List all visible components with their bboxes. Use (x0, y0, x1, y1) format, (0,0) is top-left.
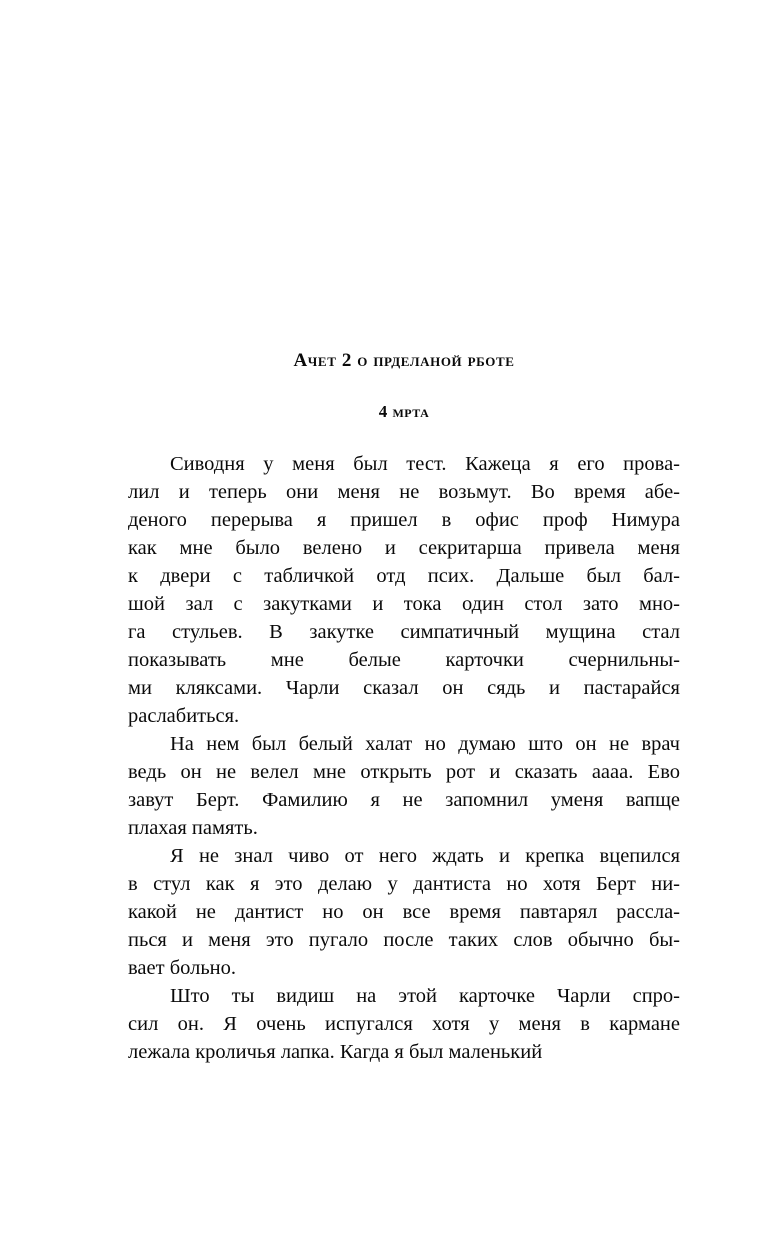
text-line: Я не знал чиво от него ждать и крепка вцепился (170, 845, 680, 867)
text-line: На нем был белый халат но думаю што он не врач (170, 733, 680, 755)
text-line: лежала кроличья лапка. Кагда я был маленький (128, 1041, 543, 1063)
text-line: как мне было велено и секритарша привела меня (128, 537, 680, 559)
text-line: Сиводня у меня был тест. Кажеца я его прова- (170, 453, 680, 475)
chapter-title: Ачет 2 о прделаной рботе (293, 350, 515, 371)
text-line: Што ты видиш на этой карточке Чарли спро- (170, 985, 680, 1007)
paragraph-3 (128, 842, 680, 982)
text-line: плахая память. (128, 817, 258, 839)
text-line: вает больно. (128, 957, 237, 979)
date-heading: 4 мрта (378, 402, 430, 421)
text-line: сил он. Я очень испугался хотя у меня в кармане (128, 1013, 680, 1035)
text-line: лил и теперь они меня не возьмут. Во время абе- (128, 481, 680, 503)
text-line: к двери с табличкой отд псих. Дальше был бал- (128, 565, 680, 587)
text-line: шой зал с закутками и тока один стол зато мно- (128, 593, 680, 615)
text-line: показывать мне белые карточки счернильны- (128, 649, 680, 671)
paragraph-list (128, 450, 680, 1066)
text-line: ведь он не велел мне открыть рот и сказать аааа. Ево (128, 761, 680, 783)
text-line: завут Берт. Фамилию я не запомнил уменя вапще (128, 789, 680, 811)
page-text-block (128, 348, 680, 1066)
text-line: пься и меня это пугало после таких слов обычно бы- (128, 929, 680, 951)
text-line: ми кляксами. Чарли сказал он сядь и пастарайся (128, 677, 680, 699)
paragraph-4 (128, 982, 680, 1066)
text-line: га стульев. В закутке симпатичный мущина стал (128, 621, 680, 643)
paragraph-2 (128, 730, 680, 842)
paragraph-1 (128, 450, 680, 730)
text-line: какой не дантист но он все время павтарял рассла- (128, 901, 680, 923)
text-line: в стул как я это делаю у дантиста но хотя Берт ни- (128, 873, 680, 895)
text-line: деного перерыва я пришел в офис проф Нимура (128, 509, 680, 531)
text-line: раслабиться. (128, 705, 240, 727)
